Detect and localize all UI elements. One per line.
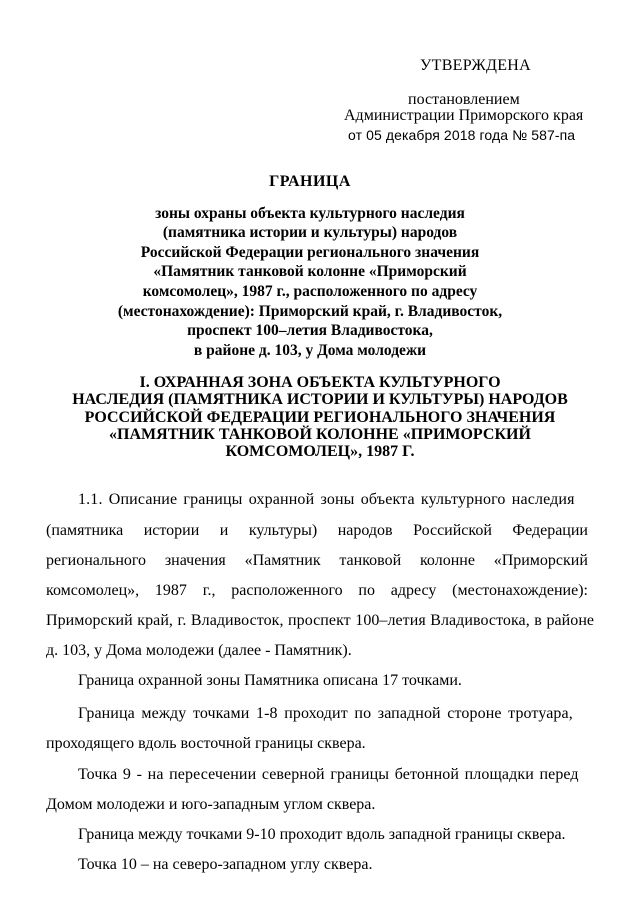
section-heading-line: «ПАМЯТНИК ТАНКОВОЙ КОЛОННЕ «ПРИМОРСКИЙ (109, 425, 531, 443)
paragraph-line (46, 551, 588, 571)
paragraph-word: (местонахождение): (452, 582, 588, 599)
title-line: (памятника истории и культуры) народов (162, 224, 458, 242)
paragraph-word: «Памятник (244, 552, 321, 569)
title-line: проспект 100–летия Владивостока, (187, 322, 433, 340)
decree-label: постановлением (408, 91, 520, 108)
section-heading (46, 374, 594, 460)
paragraph-line (46, 641, 588, 661)
paragraph-line (46, 671, 588, 691)
paragraph-text: д. 103, у Дома молодежи (далее - Памятник). (46, 642, 352, 659)
paragraph-line (46, 521, 588, 541)
title-line: комсомолец», 1987 г., расположенного по адресу (142, 282, 478, 300)
paragraph-word: адресу (390, 582, 437, 599)
paragraph-word: танковой (339, 552, 402, 569)
paragraph-line (46, 490, 588, 510)
paragraph-word: колонне (419, 552, 475, 569)
paragraph-word: Российской (413, 522, 492, 539)
paragraph-word: истории (143, 522, 200, 539)
title-line: «Памятник танковой колонне «Приморский (153, 263, 467, 281)
paragraph-word: и (219, 522, 229, 539)
paragraph-text: Граница охранной зоны Памятника описана 17 точками. (78, 672, 462, 689)
paragraph-line (46, 704, 588, 724)
paragraph-word: комсомолец», (46, 582, 140, 599)
paragraph-word: культуры) (248, 522, 318, 539)
section-heading-line: I. ОХРАННАЯ ЗОНА ОБЪЕКТА КУЛЬТУРНОГО (139, 374, 501, 391)
paragraph-text: Точка 10 – на северо-западном углу сквера. (78, 856, 373, 873)
decree-date-number: от 05 декабря 2018 года № 587-па (348, 127, 576, 143)
administration-label: Администрации Приморского края (344, 107, 584, 124)
paragraph-text: Домом молодежи и юго-западным углом сквера. (46, 796, 376, 813)
paragraph-line (46, 765, 588, 785)
paragraph-line (46, 825, 588, 845)
paragraph-word: (памятника (46, 522, 124, 539)
title-line: в районе д. 103, у Дома молодежи (193, 341, 427, 359)
paragraph-word: 1987 (154, 582, 187, 599)
paragraph-text: 1.1. Описание границы охранной зоны объекта культурного наследия (78, 491, 575, 508)
paragraph-word: «Приморский (493, 552, 588, 569)
paragraph-word: по (358, 582, 375, 599)
paragraph-word: значения (164, 552, 226, 569)
paragraph-line (46, 855, 588, 875)
paragraph-text: Граница между точками 1-8 проходит по западной стороне тротуара, (78, 705, 573, 722)
section-heading-line: НАСЛЕДИЯ (ПАМЯТНИКА ИСТОРИИ И КУЛЬТУРЫ) НАРОДОВ (72, 391, 568, 409)
approved-label: УТВЕРЖДЕНА (420, 57, 532, 74)
paragraph-line (46, 734, 588, 754)
document-title (60, 172, 560, 360)
title-heading: ГРАНИЦА (269, 173, 351, 190)
paragraph-word: регионального (46, 552, 147, 569)
title-line: (местонахождение): Приморский край, г. Владивосток, (117, 302, 503, 320)
section-heading-line: КОМСОМОЛЕЦ», 1987 Г. (225, 443, 415, 461)
paragraph-text: Приморский край, г. Владивосток, проспект 100–летия Владивостока, в районе (46, 612, 595, 629)
title-line: зоны охраны объекта культурного наследия (155, 204, 465, 222)
title-line: Российской Федерации регионального значения (140, 243, 480, 261)
paragraph-text: Граница между точками 9-10 проходит вдоль западной границы сквера. (78, 826, 566, 843)
paragraph-word: г., (202, 582, 216, 599)
paragraph-word: расположенного (231, 582, 343, 599)
paragraph-line (46, 611, 595, 631)
paragraph-word: Федерации (512, 522, 588, 539)
paragraph-text: Точка 9 - на пересечении северной границы бетонной площадки перед (78, 766, 579, 783)
section-heading-line: РОССИЙСКОЙ ФЕДЕРАЦИИ РЕГИОНАЛЬНОГО ЗНАЧЕНИЯ (84, 408, 556, 426)
paragraph-line (46, 581, 588, 601)
paragraph-line (46, 795, 588, 815)
paragraph-word: народов (337, 522, 393, 539)
paragraph-text: проходящего вдоль восточной границы сквера. (46, 735, 366, 752)
